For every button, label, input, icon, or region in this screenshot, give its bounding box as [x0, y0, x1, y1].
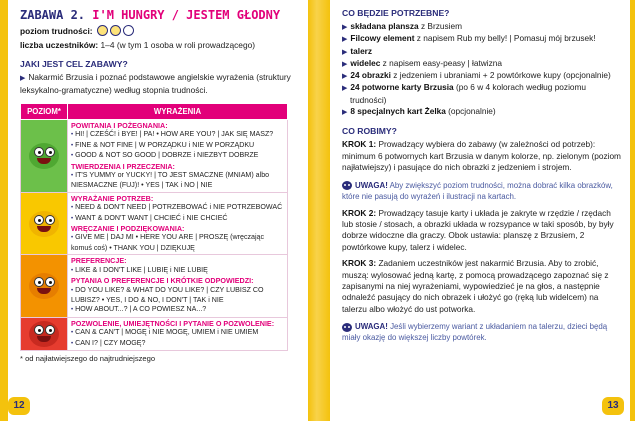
game-title: ZABAWA 2. I'M HUNGRY / JESTEM GŁODNY: [20, 8, 281, 22]
note-1: UWAGA! Aby zwiększyć poziom trudności, można dobrać kilka obrazków, które nie pasują do wyrażeń i ilustracji na kartach.: [342, 180, 613, 201]
page-number-right: 13: [602, 397, 624, 415]
list-item: ▶ 24 potworne karty Brzusia (po 6 w 4 kolorach według poziomu trudności): [342, 82, 587, 105]
level-cell: [21, 255, 68, 317]
list-item: ▶ talerz: [342, 45, 373, 56]
left-page: [8, 0, 308, 421]
note-2: UWAGA! Jeśli wybierzemy wariant z układaniem na talerzu, dzieci będą miały okazję do większej liczby powtórek.: [342, 322, 608, 343]
monster-face-icon: [97, 25, 108, 36]
difficulty-icons: [95, 25, 134, 39]
do-heading: CO ROBIMY?: [342, 126, 397, 137]
page-number-left: 12: [8, 397, 30, 415]
needs-heading: CO BĘDZIE POTRZEBNE?: [342, 8, 450, 18]
expressions-cell: POWITANIA I POŻEGNANIA: • HI! | CZEŚĆ! i BYE! | PA! • HOW ARE YOU? | JAK SIĘ MASZ? • FINE & NOT FINE | W PORZĄDKU i NIE W PORZĄDKU • GOOD & NOT SO GOOD | DOBRZE i NIEZBYT DOBRZE TWIERDZENIA I PRZECZENIA: • IT'S YUMMY or YUCKY! | TO JEST SMACZNE (MNIAM) albo NIESMACZNE (FUJ)! • YES | TAK i NO | NIE: [68, 120, 288, 193]
list-item: ▶ 24 obrazki z jedzeniem i ubraniami + 2 powtórkowe kupy (opcjonalnie): [342, 70, 611, 81]
right-page: [330, 0, 630, 421]
monster-icon: [342, 181, 352, 190]
step-1: KROK 1: Prowadzący wybiera do zabawy (w zależności od potrzeb): minimum 6 potwornych kart Brzusia w danym kolorze, np. zielonym (poziom najłatwiejszy) i pasujące do nich obrazki z jedzeniem i strojem.: [342, 139, 621, 173]
expressions-cell: POZWOLENIE, UMIEJĘTNOŚCI I PYTANIE O POZWOLENIE: • CAN & CAN'T | MOGĘ i NIE MOGĘ, UMIEM i NIE UMIEM • CAN I? | CZY MOGĘ?: [68, 317, 288, 350]
list-item: ▶ widelec z napisem easy-peasy | łatwizna: [342, 57, 502, 68]
expressions-table: [20, 103, 288, 351]
step-3: KROK 3: Zadaniem uczestników jest nakarmić Brzusia. Aby to zrobić, muszą: wylosować jedną kartę, z pomocą prowadzącego zapoznać się z zapisanymi na niej wyrażeniami, wypowiedzieć je na głos, a następnie odnaleźć pasujący do nich obrazek i ułożyć go (ręką lub widelcem) na talerzu albo włożyć do ust potworka.: [342, 258, 609, 314]
level-cell: [21, 120, 68, 193]
column-header-expressions: WYRAŻENIA: [68, 104, 288, 120]
book-gutter: [308, 0, 330, 421]
orange-monster-icon: [25, 271, 63, 301]
table-row: [21, 317, 288, 350]
expressions-cell: PREFERENCJE: • LIKE & I DON'T LIKE | LUBIĘ i NIE LUBIĘ PYTANIA O PREFERENCJE I KRÓTKIE ODPOWIEDZI: • DO YOU LIKE? & WHAT DO YOU LIKE? | CZY LUBISZ CO LUBISZ? • YES, I DO & NO, I DON'T | TAK i NIE • HOW ABOUT...? | A CO POWIESZ NA...?: [68, 255, 288, 317]
goal-text: ▶ Nakarmić Brzusia i poznać podstawowe angielskie wyrażenia (struktury leksykalno-gramatyczne) według stopnia trudności.: [20, 72, 291, 95]
table-row: [21, 255, 288, 317]
table-row: [21, 120, 288, 193]
footnote: * od najłatwiejszego do najtrudniejszego: [20, 353, 156, 363]
players-line: liczba uczestników: 1–4 (w tym 1 osoba w roli prowadzącego): [20, 40, 256, 50]
level-cell: [21, 317, 68, 350]
step-2: KROK 2: Prowadzący tasuje karty i układa je zakryte w rzędzie / rzędach lub stosie / stosach, a obrazki układa w rozsypance w taki sposób, by były dobrze widoczne dla graczy. Obok ustawia: planszę z Brzusiem, 2 powtórkowe kupy, talerz i widelec.: [342, 207, 614, 252]
column-header-level: POZIOM*: [21, 104, 68, 120]
monster-face-icon: [123, 25, 134, 36]
green-monster-icon: [25, 141, 63, 171]
monster-icon: [342, 323, 352, 332]
yellow-monster-icon: [25, 209, 63, 239]
list-item: ▶ składana plansza z Brzusiem: [342, 21, 462, 31]
table-row: [21, 192, 288, 254]
expressions-cell: WYRAŻANIE POTRZEB: • NEED & DON'T NEED | POTRZEBOWAĆ i NIE POTRZEBOWAĆ • WANT & DON'T WANT | CHCIEĆ i NIE CHCIEĆ WRĘCZANIE I PODZIĘKOWANIA: • GIVE ME | DAJ MI • HERE YOU ARE | PROSZĘ (wręczając komuś coś) • THANK YOU | DZIĘKUJĘ: [68, 192, 288, 254]
list-item: ▶ 8 specjalnych kart Żelka (opcjonalnie): [342, 106, 496, 117]
difficulty-line: poziom trudności:: [20, 25, 298, 39]
arrow-icon: ▶: [20, 75, 26, 82]
level-cell: [21, 192, 68, 254]
list-item: ▶ Filcowy element z napisem Rub my belly! | Pomasuj mój brzusek!: [342, 33, 596, 44]
monster-face-icon: [110, 25, 121, 36]
red-monster-icon: [25, 319, 63, 349]
needs-list: [342, 21, 622, 118]
goal-heading: JAKI JEST CEL ZABAWY?: [20, 59, 128, 69]
